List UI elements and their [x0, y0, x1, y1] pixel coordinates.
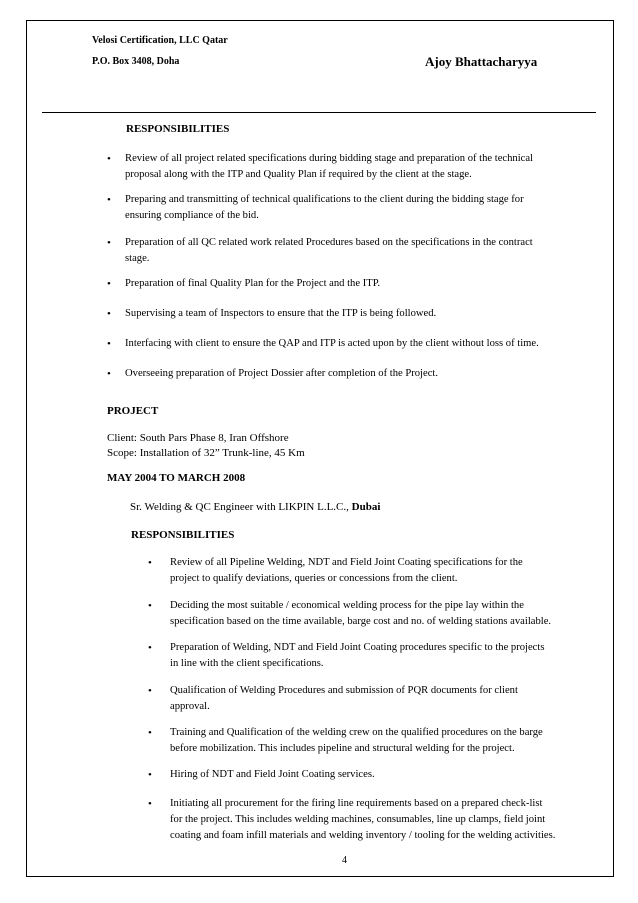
bullet-icon: • [107, 278, 111, 290]
bullet-text-line: Qualification of Welding Procedures and submission of PQR documents for client [170, 685, 518, 696]
position-location: Dubai [351, 501, 381, 513]
section2-heading: RESPONSIBILITIES [131, 529, 235, 541]
bullet-text-line: before mobilization. This includes pipeline and structural welding for the project. [170, 743, 515, 754]
section1-heading: RESPONSIBILITIES [126, 123, 230, 135]
bullet-text-line: Review of all Pipeline Welding, NDT and Field Joint Coating specifications for the [170, 557, 523, 568]
bullet-text-line: in line with the client specifications. [170, 658, 324, 669]
header-divider [42, 112, 596, 113]
bullet-icon: • [107, 368, 111, 380]
bullet-text-line: Deciding the most suitable / economical welding process for the pipe lay within the [170, 600, 524, 611]
bullet-text-line: Initiating all procurement for the firing line requirements based on a prepared check-list [170, 798, 543, 809]
bullet-text-line: Preparation of Welding, NDT and Field Joint Coating procedures specific to the projects [170, 642, 545, 653]
page-number: 4 [342, 855, 347, 866]
bullet-icon: • [107, 194, 111, 206]
position-title [130, 501, 380, 513]
bullet-text-line: Preparation of all QC related work related Procedures based on the specifications in the contract [125, 237, 533, 248]
bullet-text-line: Interfacing with client to ensure the QAP and ITP is acted upon by the client without loss of time. [125, 338, 539, 349]
bullet-text-line: Supervising a team of Inspectors to ensure that the ITP is being followed. [125, 308, 437, 319]
bullet-icon: • [148, 727, 152, 739]
bullet-icon: • [107, 308, 111, 320]
bullet-text-line: Hiring of NDT and Field Joint Coating services. [170, 769, 375, 780]
project-heading: PROJECT [107, 405, 159, 417]
bullet-text-line: coating and foam infill materials and welding inventory / tooling for the welding activities. [170, 830, 556, 841]
header-address: P.O. Box 3408, Doha [92, 56, 180, 67]
bullet-text-line: approval. [170, 701, 210, 712]
bullet-text-line: specification based on the time available, barge cost and no. of welding stations available. [170, 616, 552, 627]
bullet-icon: • [148, 600, 152, 612]
project-scope: Scope: Installation of 32” Trunk-line, 45 Km [107, 447, 305, 459]
bullet-text-line: Training and Qualification of the welding crew on the qualified procedures on the barge [170, 727, 543, 738]
bullet-icon: • [148, 769, 152, 781]
bullet-text-line: Preparing and transmitting of technical qualifications to the client during the bidding stage for [125, 194, 524, 205]
bullet-icon: • [148, 685, 152, 697]
bullet-icon: • [148, 557, 152, 569]
bullet-text-line: proposal along with the ITP and Quality Plan if required by the client at the stage. [125, 169, 472, 180]
position-text: Sr. Welding & QC Engineer with LIKPIN L.L.C., [130, 501, 352, 513]
employment-period: MAY 2004 TO MARCH 2008 [107, 472, 246, 484]
bullet-icon: • [107, 153, 111, 165]
bullet-text-line: Preparation of final Quality Plan for the Project and the ITP. [125, 278, 381, 289]
bullet-icon: • [107, 237, 111, 249]
bullet-icon: • [148, 642, 152, 654]
bullet-text-line: Overseeing preparation of Project Dossier after completion of the Project. [125, 368, 438, 379]
bullet-text-line: for the project. This includes welding machines, consumables, line up clamps, field joint [170, 814, 546, 825]
bullet-icon: • [107, 338, 111, 350]
bullet-icon: • [148, 798, 152, 810]
bullet-text-line: ensuring compliance of the bid. [125, 210, 259, 221]
header-company: Velosi Certification, LLC Qatar [92, 35, 228, 46]
project-client: Client: South Pars Phase 8, Iran Offshore [107, 432, 289, 444]
bullet-text-line: stage. [125, 253, 150, 264]
bullet-text-line: Review of all project related specifications during bidding stage and preparation of the technical [125, 153, 534, 164]
bullet-text-line: project to qualify deviations, queries or concessions from the client. [170, 573, 458, 584]
header-name: Ajoy Bhattacharyya [425, 54, 538, 69]
